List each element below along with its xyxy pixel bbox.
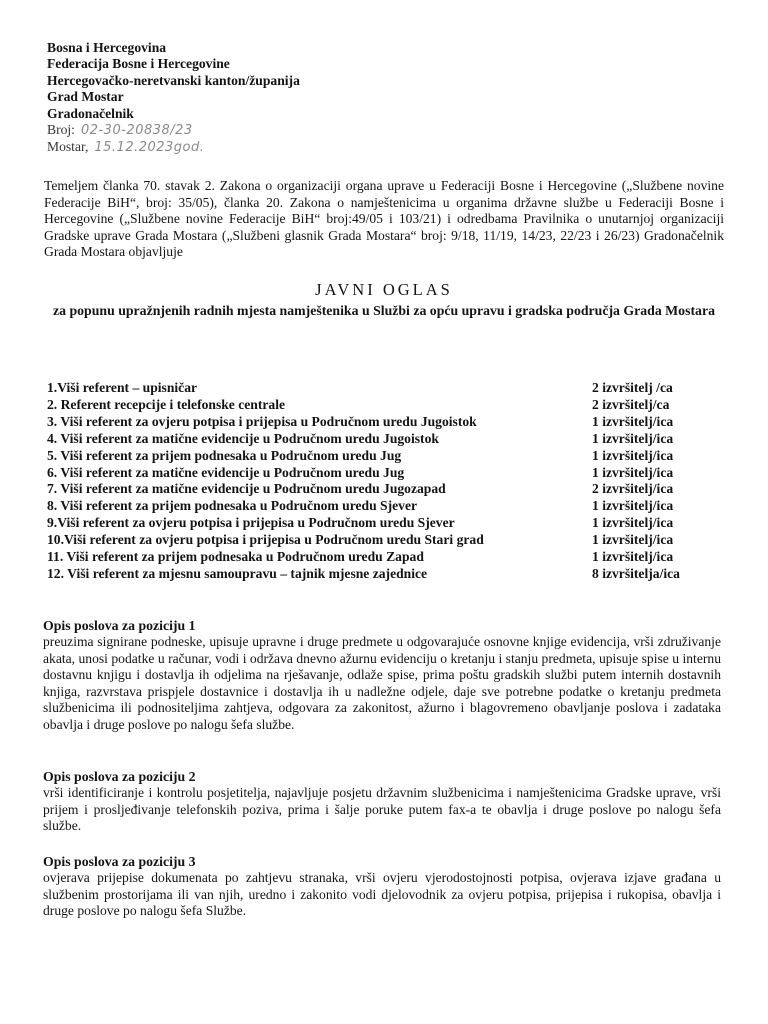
position-row [47, 431, 737, 448]
position-count: 1 izvršitelj/ica [592, 430, 674, 446]
position-name: 6. Viši referent za matične evidencije u Područnom uredu Jug [47, 464, 405, 480]
letterhead [47, 40, 300, 157]
letterhead-federation: Federacija Bosne i Hercegovine [47, 56, 230, 72]
position-row [47, 498, 737, 515]
position-count: 1 izvršitelj/ica [592, 464, 674, 480]
position-row [47, 448, 737, 465]
position-row [47, 532, 737, 549]
date-handwritten: 15.12.2023god. [94, 140, 205, 156]
position-count: 1 izvršitelj/ica [592, 413, 674, 429]
position-row [47, 380, 737, 397]
position-count: 2 izvršitelj/ica [592, 481, 674, 497]
section-title-position-1: Opis poslova za poziciju 1 [43, 618, 196, 633]
letterhead-canton: Hercegovačko-neretvanski kanton/županija [47, 72, 300, 88]
position-row [47, 465, 737, 482]
date-row [47, 139, 300, 156]
announcement-title [0, 280, 768, 319]
reference-number-label: Broj: [47, 122, 75, 138]
position-name: 3. Viši referent za ovjeru potpisa i prijepisa u Područnom uredu Jugoistok [47, 413, 477, 429]
announcement-main-title: JAVNI OGLAS [315, 280, 453, 299]
section-title-position-3: Opis poslova za poziciju 3 [43, 854, 196, 869]
position-row [47, 549, 737, 566]
positions-list [47, 380, 737, 583]
section-body-position-2: vrši identificiranje i kontrolu posjetitelja, najavljuje posjetu državnim službenicima i namještenicima Gradske uprave, vrši prijem i prosljeđivanje telefonskih poziva, prima i šalje poruke putem fax-a te obavlja i druge poslove po nalogu šefa službe. [43, 785, 721, 834]
position-count: 8 izvršitelja/ica [592, 565, 680, 581]
position-count: 2 izvršitelj/ca [592, 396, 670, 412]
letterhead-city: Grad Mostar [47, 89, 124, 105]
position-count: 1 izvršitelj/ica [592, 549, 674, 565]
announcement-subtitle: za popunu upražnjenih radnih mjesta namještenika u Službi za opću upravu i gradska područja Grada Mostara [53, 303, 715, 318]
position-name: 12. Viši referent za mjesnu samoupravu – tajnik mjesne zajednice [47, 565, 428, 581]
position-count: 1 izvršitelj/ica [592, 447, 674, 463]
position-row [47, 566, 737, 583]
position-name: 9.Viši referent za ovjeru potpisa i prijepisa u Područnom uredu Sjever [47, 515, 455, 531]
position-row [47, 515, 737, 532]
position-count: 1 izvršitelj/ica [592, 498, 674, 514]
section-body-position-3: ovjerava prijepise dokumenata po zahtjevu stranaka, vrši ovjeru vjerodostojnosti potpisa, ovjerava izjave građana u službenim prostorijama ili van njih, uredno i zakonito vodi djelovodnik za ovjeru potpisa, prijepisa i rukopisa, obavlja i druge poslove po nalogu šefa Službe. [43, 870, 721, 919]
position-name: 4. Viši referent za matične evidencije u Područnom uredu Jugoistok [47, 430, 439, 446]
position-count: 1 izvršitelj/ica [592, 532, 674, 548]
letterhead-country: Bosna i Hercegovina [47, 40, 167, 55]
position-count: 2 izvršitelj /ca [592, 380, 673, 395]
section-body-position-1: preuzima signirane podneske, upisuje upravne i druge predmete u odgovarajuće osnovne knjige evidencija, vrši združivanje akata, unosi podatke u računar, vodi i održava dnevno ažurnu evidenciju o kretanju i stanju predmeta, upisuje spise u internu dostavnu knjigu i dostavlja ih odjelima na rješavanje, odlaže spise, prima poštu gradskih službi putem internih dostavnih knjiga, razvrstava prispjele dostavnice i dostavlja ih u nadležne odjele, daje sve potrebne podatke o kretanju predmeta službenicima ili podnositeljima zahtjeva, odgovara za zakonitost, ažurno i blagovremeno obavljanje poslova i zadataka obavlja i druge poslove po nalogu šefa službe. [43, 634, 721, 732]
position-name: 8. Viši referent za prijem podnesaka u Područnom uredu Sjever [47, 498, 418, 514]
position-row [47, 481, 737, 498]
place-label: Mostar, [47, 139, 89, 155]
reference-number-handwritten: 02-30-20838/23 [80, 123, 193, 139]
position-row [47, 397, 737, 414]
letterhead-office: Gradonačelnik [47, 105, 134, 121]
position-name: 10.Viši referent za ovjeru potpisa i prijepisa u Područnom uredu Stari grad [47, 532, 484, 548]
section-title-position-2: Opis poslova za poziciju 2 [43, 769, 196, 784]
position-name: 11. Viši referent za prijem podnesaka u Područnom uredu Zapad [47, 549, 424, 565]
position-count: 1 izvršitelj/ica [592, 515, 674, 531]
position-name: 7. Viši referent za matične evidencije u Područnom uredu Jugozapad [47, 481, 446, 497]
position-name: 2. Referent recepcije i telefonske centrale [47, 396, 286, 412]
position-name: 1.Viši referent – upisničar [47, 380, 198, 395]
intro-paragraph: Temeljem članka 70. stavak 2. Zakona o organizaciji organa uprave u Federaciji Bosne i Hercegovine („Službene novine Federacije BiH“, broj: 35/05), članka 20. Zakona o namještenicima u organima državne službe u Federaciji Bosne i Hercegovine („Službene novine Federacije BiH“ broj:49/05 i 103/21) i odredbama Pravilnika o unutarnjoj organizaciji Gradske uprave Grada Mostara („Službeni glasnik Grada Mostara“ broj: 9/18, 11/19, 14/23, 22/23 i 26/23) Gradonačelnik Grada Mostara objavljuje [44, 178, 724, 260]
reference-number-row [47, 122, 300, 139]
position-row [47, 414, 737, 431]
position-name: 5. Viši referent za prijem podnesaka u Područnom uredu Jug [47, 447, 402, 463]
